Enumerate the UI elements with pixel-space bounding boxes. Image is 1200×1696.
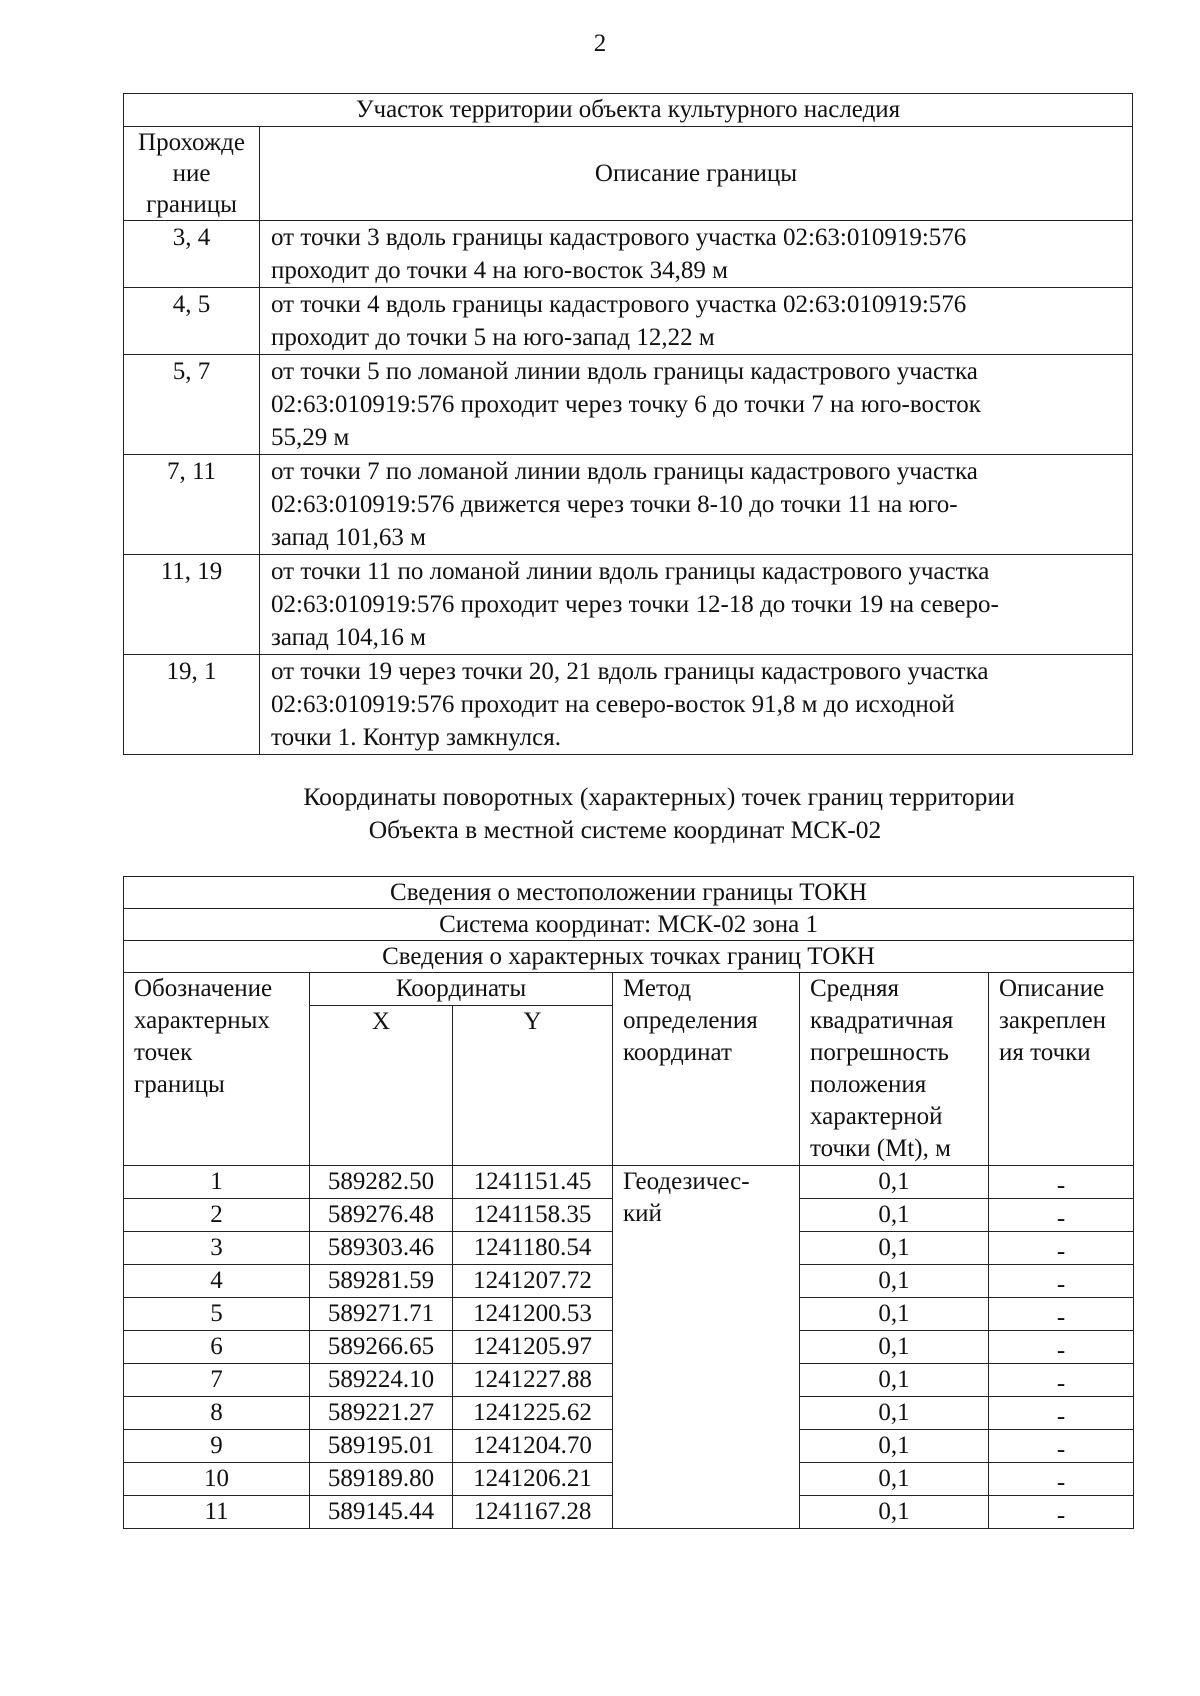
description-line: от точки 3 вдоль границы кадастрового участка 02:63:010919:576 (271, 224, 967, 251)
header-line: координат (623, 1039, 732, 1066)
header-point-fixing (989, 973, 1134, 1166)
x-cell: 589189.80 (310, 1463, 453, 1496)
point-cell: 6 (124, 1331, 310, 1364)
fixing-value: - (1056, 1403, 1066, 1430)
fixing-value: - (1056, 1238, 1066, 1265)
fixing-value: - (1056, 1502, 1066, 1529)
header-line: положения (810, 1071, 927, 1098)
x-cell: 589281.59 (310, 1265, 453, 1298)
fixing-cell (989, 1397, 1134, 1430)
fixing-cell (989, 1331, 1134, 1364)
fixing-cell (989, 1463, 1134, 1496)
header-line: Обозначение (134, 975, 273, 1002)
segment-cell: 7, 11 (124, 455, 260, 555)
table-header-row (124, 973, 1134, 1006)
table-row (124, 555, 1133, 655)
boundary-description-table (123, 93, 1133, 755)
point-cell: 8 (124, 1397, 310, 1430)
description-line: запад 104,16 м (271, 624, 426, 651)
description-cell (260, 455, 1133, 555)
x-cell: 589303.46 (310, 1232, 453, 1265)
description-cell (260, 288, 1133, 355)
header-y: Y (453, 1006, 613, 1166)
y-cell: 1241151.45 (453, 1166, 613, 1199)
description-cell (260, 655, 1133, 755)
header-line: точек (134, 1039, 193, 1066)
segment-cell: 5, 7 (124, 355, 260, 455)
y-cell: 1241225.62 (453, 1397, 613, 1430)
table-row (124, 455, 1133, 555)
x-cell: 589282.50 (310, 1166, 453, 1199)
fixing-cell (989, 1199, 1134, 1232)
fixing-value: - (1056, 1469, 1066, 1496)
method-line: Геодезичес- (623, 1168, 750, 1195)
fixing-value: - (1056, 1172, 1066, 1199)
point-cell: 3 (124, 1232, 310, 1265)
y-cell: 1241204.70 (453, 1430, 613, 1463)
header-mean-square-error (800, 973, 989, 1166)
segment-cell: 19, 1 (124, 655, 260, 755)
y-cell: 1241180.54 (453, 1232, 613, 1265)
point-cell: 7 (124, 1364, 310, 1397)
segment-cell: 3, 4 (124, 221, 260, 288)
fixing-cell (989, 1430, 1134, 1463)
y-cell: 1241205.97 (453, 1331, 613, 1364)
x-cell: 589224.10 (310, 1364, 453, 1397)
coordinates-heading-line-1: Координаты поворотных (характерных) точек границ территории (303, 782, 1015, 811)
table-title-row (124, 909, 1134, 941)
description-cell (260, 355, 1133, 455)
fixing-value: - (1056, 1304, 1066, 1331)
coordinates-heading (0, 780, 1200, 846)
method-cell (613, 1166, 800, 1529)
header-line: характерной (810, 1103, 943, 1130)
y-cell: 1241207.72 (453, 1265, 613, 1298)
table-row (124, 655, 1133, 755)
header-line: ние (172, 160, 211, 187)
description-line: 02:63:010919:576 движется через точки 8-10 до точки 11 на юго- (271, 491, 958, 518)
description-line: проходит до точки 5 на юго-запад 12,22 м (271, 324, 715, 351)
segment-cell: 4, 5 (124, 288, 260, 355)
error-cell: 0,1 (800, 1265, 989, 1298)
description-line: от точки 4 вдоль границы кадастрового участка 02:63:010919:576 (271, 291, 967, 318)
point-cell: 4 (124, 1265, 310, 1298)
header-coordinates: Координаты (310, 973, 613, 1006)
header-boundary-passage (124, 127, 260, 221)
boundary-table-title: Участок территории объекта культурного наследия (124, 94, 1133, 127)
fixing-value: - (1056, 1205, 1066, 1232)
header-boundary-description: Описание границы (260, 127, 1133, 221)
coordinates-heading-line-2: Объекта в местной системе координат МСК-02 (368, 815, 882, 844)
y-cell: 1241227.88 (453, 1364, 613, 1397)
fixing-cell (989, 1232, 1134, 1265)
header-line: характерных (134, 1007, 270, 1034)
header-line: Описание (999, 975, 1105, 1002)
header-line: Метод (623, 975, 692, 1002)
header-line: погрешность (810, 1039, 949, 1066)
description-line: от точки 19 через точки 20, 21 вдоль границы кадастрового участка (271, 658, 989, 685)
description-line: 55,29 м (271, 424, 350, 451)
error-cell: 0,1 (800, 1232, 989, 1265)
header-line: Средняя (810, 975, 900, 1002)
header-line: квадратичная (810, 1007, 954, 1034)
error-cell: 0,1 (800, 1298, 989, 1331)
fixing-value: - (1056, 1436, 1066, 1463)
coordinates-table-title: Сведения о местоположении границы ТОКН (124, 877, 1134, 909)
characteristic-points-title: Сведения о характерных точках границ ТОКН (124, 941, 1134, 973)
header-line: границы (146, 191, 237, 218)
table-header-row (124, 127, 1133, 221)
header-line: закреплен (999, 1007, 1107, 1034)
description-line: 02:63:010919:576 проходит через точку 6 до точки 7 на юго-восток (271, 391, 981, 418)
description-line: 02:63:010919:576 проходит через точки 12-18 до точки 19 на северо- (271, 591, 999, 618)
header-line: точки (Mt), м (810, 1135, 951, 1162)
error-cell: 0,1 (800, 1463, 989, 1496)
fixing-value: - (1056, 1337, 1066, 1364)
table-row (124, 288, 1133, 355)
y-cell: 1241200.53 (453, 1298, 613, 1331)
table-title-row (124, 94, 1133, 127)
segment-cell: 11, 19 (124, 555, 260, 655)
page-number: 2 (593, 30, 607, 57)
coordinates-table (123, 876, 1134, 1529)
x-cell: 589276.48 (310, 1199, 453, 1232)
y-cell: 1241206.21 (453, 1463, 613, 1496)
y-cell: 1241158.35 (453, 1199, 613, 1232)
header-line: определения (623, 1007, 758, 1034)
header-point-designation (124, 973, 310, 1166)
fixing-cell (989, 1298, 1134, 1331)
fixing-value: - (1056, 1370, 1066, 1397)
description-line: точки 1. Контур замкнулся. (271, 724, 561, 751)
header-x: X (310, 1006, 453, 1166)
point-cell: 1 (124, 1166, 310, 1199)
table-title-row (124, 941, 1134, 973)
error-cell: 0,1 (800, 1397, 989, 1430)
error-cell: 0,1 (800, 1430, 989, 1463)
point-cell: 10 (124, 1463, 310, 1496)
table-row (124, 355, 1133, 455)
error-cell: 0,1 (800, 1199, 989, 1232)
header-line: ия точки (999, 1039, 1091, 1066)
x-cell: 589145.44 (310, 1496, 453, 1529)
fixing-cell (989, 1496, 1134, 1529)
description-line: запад 101,63 м (271, 524, 426, 551)
x-cell: 589195.01 (310, 1430, 453, 1463)
table-row (124, 221, 1133, 288)
x-cell: 589221.27 (310, 1397, 453, 1430)
error-cell: 0,1 (800, 1364, 989, 1397)
point-cell: 5 (124, 1298, 310, 1331)
description-line: от точки 11 по ломаной линии вдоль границы кадастрового участка (271, 558, 990, 585)
error-cell: 0,1 (800, 1331, 989, 1364)
coordinate-system-title: Система координат: МСК-02 зона 1 (124, 909, 1134, 941)
method-line: кий (623, 1200, 662, 1227)
x-cell: 589271.71 (310, 1298, 453, 1331)
description-line: от точки 7 по ломаной линии вдоль границы кадастрового участка (271, 458, 978, 485)
description-line: от точки 5 по ломаной линии вдоль границы кадастрового участка (271, 358, 978, 385)
fixing-cell (989, 1364, 1134, 1397)
description-line: проходит до точки 4 на юго-восток 34,89 м (271, 257, 728, 284)
error-cell: 0,1 (800, 1166, 989, 1199)
error-cell: 0,1 (800, 1496, 989, 1529)
header-line: границы (134, 1071, 225, 1098)
description-cell (260, 555, 1133, 655)
description-line: 02:63:010919:576 проходит на северо-восток 91,8 м до исходной (271, 691, 955, 718)
description-cell (260, 221, 1133, 288)
fixing-value: - (1056, 1271, 1066, 1298)
point-cell: 2 (124, 1199, 310, 1232)
table-title-row (124, 877, 1134, 909)
y-cell: 1241167.28 (453, 1496, 613, 1529)
x-cell: 589266.65 (310, 1331, 453, 1364)
header-method (613, 973, 800, 1166)
point-cell: 9 (124, 1430, 310, 1463)
table-row (124, 1166, 1134, 1199)
fixing-cell (989, 1265, 1134, 1298)
point-cell: 11 (124, 1496, 310, 1529)
header-line: Прохожде (138, 129, 245, 156)
fixing-cell (989, 1166, 1134, 1199)
